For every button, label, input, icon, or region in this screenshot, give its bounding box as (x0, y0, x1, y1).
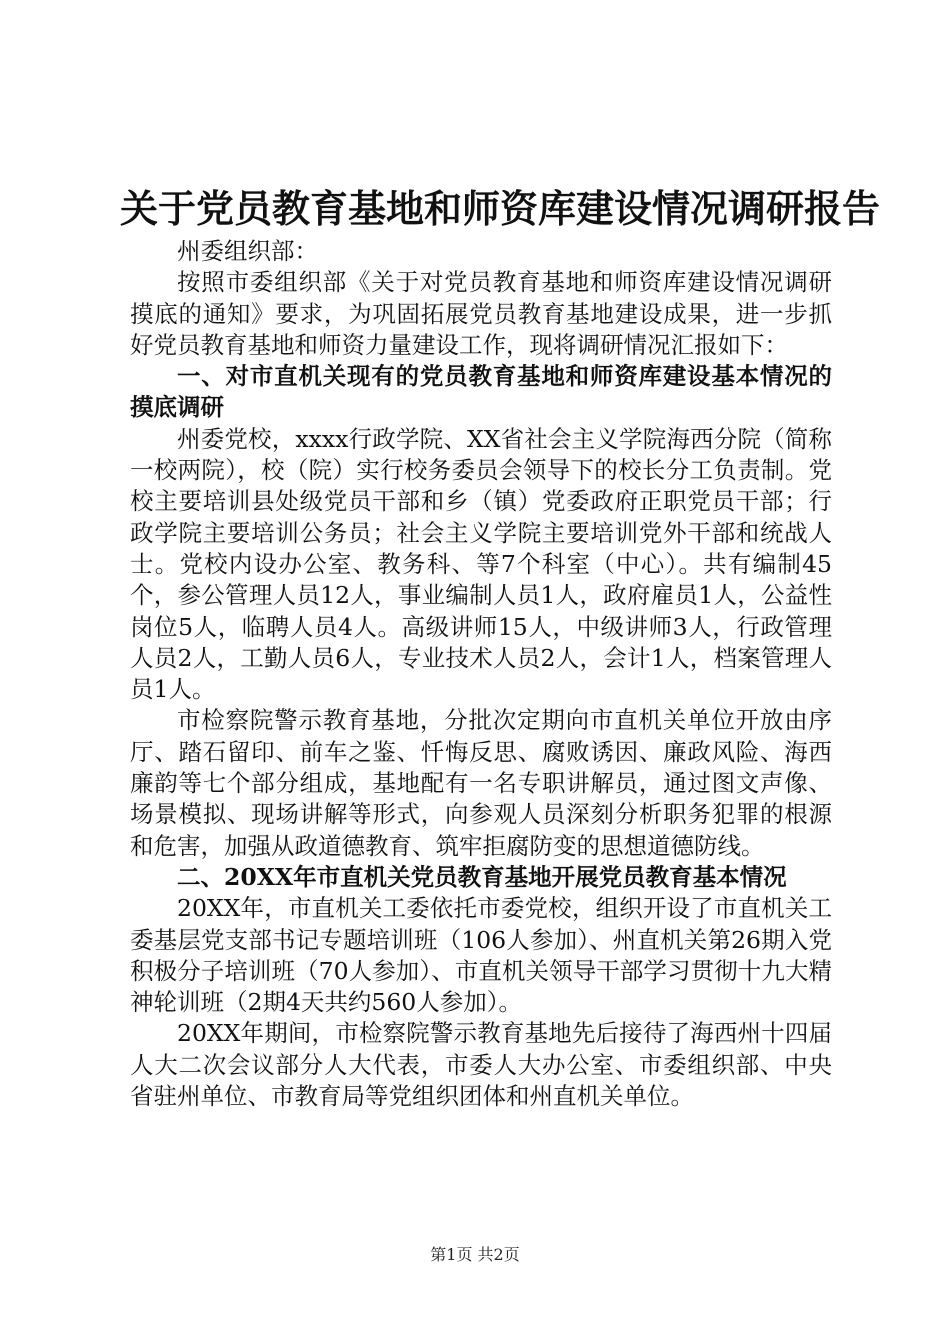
salutation: 州委组织部： (177, 237, 318, 265)
visits-paragraph: 20XX年期间，市检察院警示教育基地先后接待了海西州十四届人大二次会议部分人大代表，市委人大办公室、市委组织部、中央省驻州单位、市教育局等党组织团体和州直机关单位。 (130, 1019, 832, 1111)
page-number: 第1页 共2页 (430, 1245, 520, 1264)
party-school-paragraph: 州委党校，xxxx行政学院、XX省社会主义学院海西分院（简称一校两院），校（院）实行校务委员会领导下的校长分工负责制。党校主要培训县处级党员干部和乡（镇）党委政府正职党员干部；行政学院主要培训公务员；社会主义学院主要培训党外干部和统战人士。党校内设办公室、教务科、等7个科室（中心）。共有编制45个，参公管理人员12人，事业编制人员1人，政府雇员1人，公益性岗位5人，临聘人员4人。高级讲师15人，中级讲师3人，行政管理人员2人，工勤人员6人，专业技术人员2人，会计1人，档案管理人员1人。 (130, 424, 832, 704)
document-body (130, 236, 832, 1112)
document-title: 关于党员教育基地和师资库建设情况调研报告 (120, 186, 881, 231)
procuratorate-base-paragraph: 市检察院警示教育基地，分批次定期向市直机关单位开放由序厅、踏石留印、前车之鉴、忏悔反思、腐败诱因、廉政风险、海西廉韵等七个部分组成，基地配有一名专职讲解员，通过图文声像、场景模拟、现场讲解等形式，向参观人员深刻分析职务犯罪的根源和危害，加强从政道德教育、筑牢拒腐防变的思想道德防线。 (130, 706, 832, 860)
training-paragraph: 20XX年，市直机关工委依托市委党校，组织开设了市直机关工委基层党支部书记专题培训班（106人参加）、州直机关第26期入党积极分子培训班（70人参加）、市直机关领导干部学习贯彻十九大精神轮训班（2期4天共约560人参加）。 (130, 894, 832, 1017)
section-heading-2: 二、20XX年市直机关党员教育基地开展党员教育基本情况 (177, 862, 787, 891)
intro-paragraph: 按照市委组织部《关于对党员教育基地和师资库建设情况调研摸底的通知》要求，为巩固拓展党员教育基地建设成果，进一步抓好党员教育基地和师资力量建设工作，现将调研情况汇报如下： (130, 268, 832, 359)
section-heading-1: 一、对市直机关现有的党员教育基地和师资库建设基本情况的摸底调研 (130, 362, 832, 422)
